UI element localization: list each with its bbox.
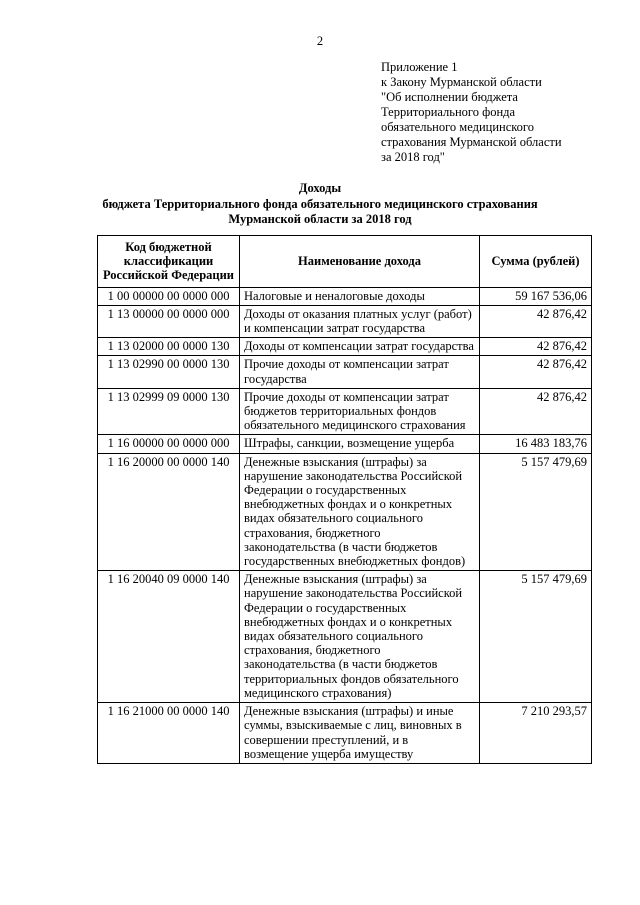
title-line: Мурманской области за 2018 год (228, 212, 412, 226)
header-amount: Сумма (рублей) (480, 236, 592, 288)
cell-name: Доходы от компенсации затрат государства (240, 338, 480, 356)
cell-amount: 42 876,42 (480, 338, 592, 356)
appendix-line: "Об исполнении бюджета (381, 90, 518, 104)
appendix-header (381, 60, 631, 165)
cell-code: 1 16 20040 09 0000 140 (98, 571, 240, 703)
cell-code: 1 16 00000 00 0000 000 (98, 435, 240, 453)
cell-amount: 5 157 479,69 (480, 571, 592, 703)
cell-name: Прочие доходы от компенсации затрат бюджетов территориальных фондов обязательного медицинского страхования (240, 388, 480, 435)
cell-name: Штрафы, санкции, возмещение ущерба (240, 435, 480, 453)
cell-name: Денежные взыскания (штрафы) за нарушение законодательства Российской Федерации о государственных внебюджетных фондах и о конкретных видах обязательного социального страхования, бюджетного законодательства (в части бюджетов территориальных фондов обязательного медицинского страхования) (240, 571, 480, 703)
cell-name: Денежные взыскания (штрафы) за нарушение законодательства Российской Федерации о государственных внебюджетных фондах и о конкретных видах обязательного социального страхования, бюджетного законодательства (в части бюджетов государственных внебюджетных фондов) (240, 453, 480, 571)
page-number: 2 (316, 34, 324, 48)
cell-name: Денежные взыскания (штрафы) и иные суммы, взыскиваемые с лиц, виновных в совершении преступлений, и в возмещение ущерба имуществу (240, 703, 480, 764)
cell-code: 1 00 00000 00 0000 000 (98, 287, 240, 305)
table-row (98, 356, 592, 388)
table-header-row (98, 236, 592, 288)
cell-amount: 59 167 536,06 (480, 287, 592, 305)
cell-code: 1 13 02000 00 0000 130 (98, 338, 240, 356)
appendix-line: обязательного медицинского (381, 120, 535, 134)
appendix-line: Территориального фонда (381, 105, 516, 119)
table-row (98, 703, 592, 764)
table-row (98, 388, 592, 435)
table-row (98, 338, 592, 356)
cell-amount: 16 483 183,76 (480, 435, 592, 453)
cell-code: 1 16 21000 00 0000 140 (98, 703, 240, 764)
appendix-line: к Закону Мурманской области (381, 75, 542, 89)
table-row (98, 305, 592, 337)
cell-amount: 42 876,42 (480, 305, 592, 337)
table-row (98, 287, 592, 305)
income-table (97, 235, 592, 764)
document-title (0, 181, 640, 228)
cell-name: Доходы от оказания платных услуг (работ) и компенсации затрат государства (240, 305, 480, 337)
table-row (98, 435, 592, 453)
table-row (98, 571, 592, 703)
cell-amount: 7 210 293,57 (480, 703, 592, 764)
cell-amount: 5 157 479,69 (480, 453, 592, 571)
title-line: бюджета Территориального фонда обязательного медицинского страхования (102, 196, 538, 211)
cell-code: 1 13 02990 00 0000 130 (98, 356, 240, 388)
cell-code: 1 16 20000 00 0000 140 (98, 453, 240, 571)
cell-code: 1 13 00000 00 0000 000 (98, 305, 240, 337)
header-code: Код бюджетной классификации Российской Федерации (98, 236, 240, 288)
cell-amount: 42 876,42 (480, 356, 592, 388)
cell-amount: 42 876,42 (480, 388, 592, 435)
cell-name: Налоговые и неналоговые доходы (240, 287, 480, 305)
cell-code: 1 13 02999 09 0000 130 (98, 388, 240, 435)
header-name: Наименование дохода (240, 236, 480, 288)
appendix-line: страхования Мурманской области (381, 135, 562, 149)
title-line: Доходы (298, 181, 342, 195)
appendix-line: за 2018 год" (381, 150, 445, 164)
cell-name: Прочие доходы от компенсации затрат государства (240, 356, 480, 388)
table-row (98, 453, 592, 571)
appendix-line: Приложение 1 (381, 60, 458, 74)
